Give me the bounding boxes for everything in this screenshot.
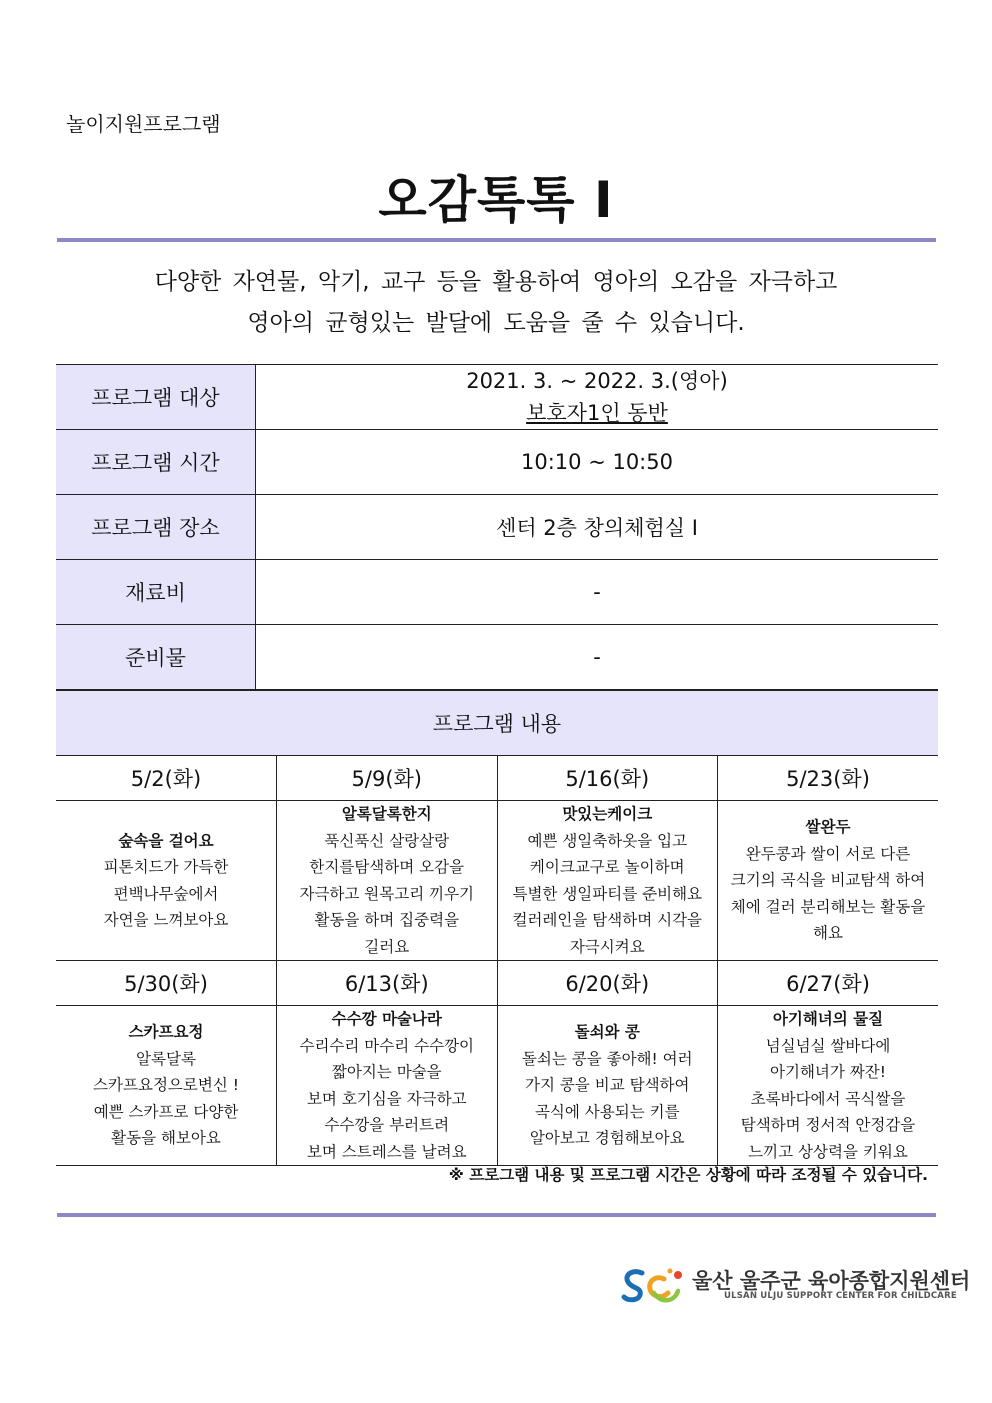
center-name-korean: 울산 울주군 육아종합지원센터 — [692, 1269, 971, 1293]
activity-title: 숲속을 걸어요 — [118, 831, 214, 850]
activity-description-line: 특별한 생일파티를 준비해요 — [512, 884, 703, 903]
activity-description-line: 알록달록 — [136, 1049, 196, 1068]
activity-title: 맛있는케이크 — [562, 805, 653, 823]
activity-description-line: 보며 스트레스를 날려요 — [306, 1142, 467, 1161]
schedule-date: 5/9(화) — [277, 756, 498, 801]
activity-description-line: 돌쇠는 콩을 좋아해! 여러 — [521, 1049, 693, 1068]
activity-description-line: 해요 — [813, 924, 843, 943]
schedule-date: 6/27(화) — [718, 961, 939, 1006]
activity-description-line: 탐색하며 정서적 안정감을 — [740, 1116, 916, 1134]
schedule-date: 5/23(화) — [718, 756, 939, 801]
info-row-time — [56, 430, 938, 495]
activity-description-line: 자연을 느껴보아요 — [103, 911, 229, 929]
activity-description-line: 자극시켜요 — [569, 937, 645, 956]
schedule-section-title: 프로그램 내용 — [56, 691, 938, 756]
schedule-date: 6/13(화) — [277, 961, 498, 1006]
activity-description-line: 자극하고 원목고리 끼우기 — [299, 884, 475, 903]
schedule-activity-row-1 — [56, 801, 938, 961]
activity-title: 돌쇠와 콩 — [574, 1023, 640, 1042]
activity-description-line: 활동을 해보아요 — [111, 1129, 221, 1148]
intro-text — [0, 262, 992, 344]
schedule-notice: ※ 프로그램 내용 및 프로그램 시간은 상황에 따라 조정될 수 있습니다. — [448, 1166, 928, 1184]
activity-description-line: 가지 콩을 비교 탐색하여 — [524, 1076, 690, 1095]
target-label: 프로그램 대상 — [56, 365, 256, 430]
activity-description-line: 짧아지는 마술을 — [331, 1063, 442, 1081]
schedule-activity — [497, 801, 718, 961]
activity-description-line: 초록바다에서 곡식쌀을 — [750, 1089, 906, 1108]
activity-title: 쌀완두 — [805, 818, 851, 837]
activity-description-line: 스카프요정으로변신 ! — [93, 1076, 239, 1095]
activity-description-line: 컬러레인을 탐색하며 시각을 — [512, 911, 703, 929]
program-info-table — [56, 364, 938, 690]
program-category: 놀이지원프로그램 — [66, 112, 221, 136]
schedule-activity — [718, 801, 939, 961]
time-value: 10:10 ~ 10:50 — [256, 430, 939, 495]
bottom-divider — [57, 1213, 936, 1217]
fee-value: - — [256, 560, 939, 625]
schedule-activity — [277, 801, 498, 961]
activity-title: 알록달록한지 — [341, 805, 432, 823]
activity-description-line: 예쁜 스카프로 다양한 — [93, 1102, 239, 1121]
intro-line-2: 영아의 균형있는 발달에 도움을 줄 수 있습니다. — [247, 310, 745, 336]
center-name-english: ULSAN ULJU SUPPORT CENTER FOR CHILDCARE — [724, 1291, 957, 1301]
schedule-activity — [277, 1006, 498, 1166]
schedule-table — [56, 690, 938, 1166]
activity-description-line: 넘실넘실 쌀바다에 — [765, 1036, 891, 1055]
schedule-date-row-1 — [56, 756, 938, 801]
activity-title: 아기해녀의 물질 — [772, 1010, 884, 1028]
schedule-activity — [56, 801, 277, 961]
place-label: 프로그램 장소 — [56, 495, 256, 560]
activity-title: 스카프요정 — [128, 1023, 204, 1042]
page-title: 오감톡톡 Ⅰ — [378, 171, 614, 229]
activity-description-line: 보며 호기심을 자극하고 — [306, 1089, 467, 1108]
activity-description-line: 수수깡을 부러트려 — [324, 1116, 450, 1134]
activity-description-line: 편백나무숲에서 — [113, 884, 219, 903]
fee-label: 재료비 — [56, 560, 256, 625]
prep-value: - — [256, 625, 939, 690]
activity-description-line: 완두콩과 쌀이 서로 다른 — [745, 844, 911, 863]
place-value: 센터 2층 창의체험실 Ⅰ — [256, 495, 939, 560]
activity-description-line: 예쁜 생일축하옷을 입고 — [527, 831, 688, 850]
center-logo-icon — [620, 1263, 686, 1307]
target-guardian: 보호자1인 동반 — [526, 401, 668, 425]
schedule-activity — [718, 1006, 939, 1166]
activity-description-line: 한지를탐색하며 오감을 — [309, 858, 465, 876]
info-row-fee — [56, 560, 938, 625]
activity-description-line: 활동을 하며 집중력을 — [314, 911, 460, 929]
intro-line-1: 다양한 자연물, 악기, 교구 등을 활용하여 영아의 오감을 자극하고 — [154, 269, 838, 295]
schedule-date: 5/16(화) — [497, 756, 718, 801]
activity-description-line: 체에 걸러 분리해보는 활동을 — [730, 897, 926, 916]
info-row-target — [56, 365, 938, 430]
center-logo — [620, 1263, 971, 1307]
top-divider — [57, 238, 936, 242]
activity-description-line: 피톤치드가 가득한 — [103, 858, 229, 876]
schedule-activity — [497, 1006, 718, 1166]
activity-title: 수수깡 마술나라 — [331, 1010, 442, 1028]
activity-description-line: 크기의 곡식을 비교탐색 하여 — [730, 871, 926, 890]
schedule-date: 6/20(화) — [497, 961, 718, 1006]
schedule-date: 5/2(화) — [56, 756, 277, 801]
target-value — [256, 365, 939, 430]
activity-description-line: 느끼고 상상력을 키워요 — [748, 1142, 908, 1161]
activity-description-line: 케이크교구로 놀이하며 — [529, 858, 685, 876]
schedule-date: 5/30(화) — [56, 961, 277, 1006]
info-row-place — [56, 495, 938, 560]
activity-description-line: 곡식에 사용되는 키를 — [534, 1102, 680, 1121]
activity-description-line: 알아보고 경험해보아요 — [529, 1129, 685, 1148]
activity-description-line: 아기해녀가 짜잔! — [770, 1063, 886, 1081]
schedule-activity — [56, 1006, 277, 1166]
schedule-activity-row-2 — [56, 1006, 938, 1166]
activity-description-line: 푹신푹신 살랑살랑 — [324, 831, 450, 850]
activity-description-line: 길러요 — [364, 937, 410, 956]
prep-label: 준비물 — [56, 625, 256, 690]
activity-description-line: 수리수리 마수리 수수깡이 — [299, 1036, 475, 1055]
schedule-date-row-2 — [56, 961, 938, 1006]
info-row-prep — [56, 625, 938, 690]
time-label: 프로그램 시간 — [56, 430, 256, 495]
target-period: 2021. 3. ~ 2022. 3.(영아) — [466, 369, 728, 393]
